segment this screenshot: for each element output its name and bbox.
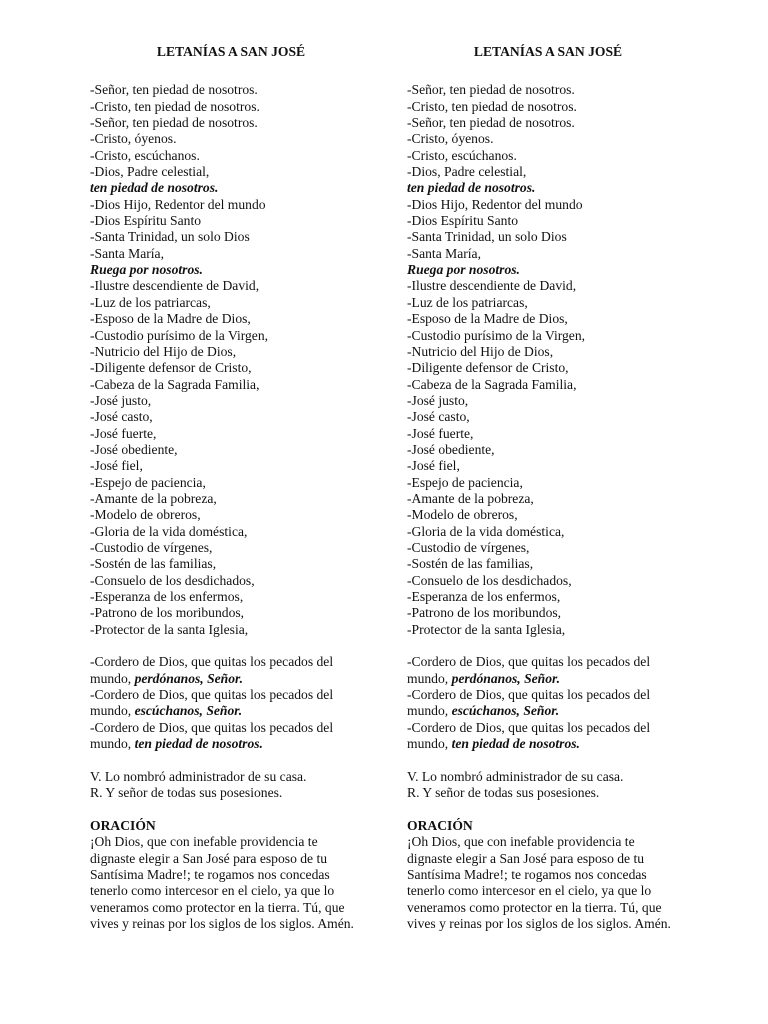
litany-invocation: -Diligente defensor de Cristo,	[407, 360, 569, 376]
page-title: LETANÍAS A SAN JOSÉ	[156, 44, 306, 59]
litany-invocation: -Consuelo de los desdichados,	[407, 572, 572, 588]
litany-invocation: -José casto,	[90, 409, 153, 425]
agnus-dei-line: -Cordero de Dios, que quitas los pecados del	[407, 719, 651, 735]
litany-invocation: -José fiel,	[90, 458, 143, 474]
spacer	[90, 638, 372, 654]
agnus-dei-prefix: mundo,	[407, 736, 452, 752]
litany-response: ten piedad de nosotros.	[90, 180, 219, 196]
spacer	[407, 638, 689, 654]
litany-invocation: -Sostén de las familias,	[407, 556, 534, 572]
prayer-line: vives y reinas por los siglos de los siglos. Amén.	[90, 915, 354, 931]
litany-response: Ruega por nosotros.	[90, 262, 203, 278]
agnus-dei-prefix: mundo,	[90, 736, 135, 752]
litany-invocation: -Nutricio del Hijo de Dios,	[407, 343, 554, 359]
litany-invocation: -Amante de la pobreza,	[90, 490, 217, 506]
litany-invocation: -Modelo de obreros,	[90, 507, 201, 523]
litany-invocation: -Dios Hijo, Redentor del mundo	[407, 196, 583, 212]
litany-invocation: -Custodio de vírgenes,	[90, 539, 213, 555]
litany-invocation: -Luz de los patriarcas,	[90, 294, 211, 310]
litany-invocation: -Señor, ten piedad de nosotros.	[407, 115, 575, 131]
litany-invocation: -Cristo, óyenos.	[90, 131, 177, 147]
litany-invocation: -Patrono de los moribundos,	[407, 605, 562, 621]
litany-invocation: -Cristo, escúchanos.	[407, 147, 517, 163]
litany-invocation: -Sostén de las familias,	[90, 556, 217, 572]
litany-invocation: -José obediente,	[407, 441, 495, 457]
spacer	[407, 801, 689, 817]
prayer-line: Santísima Madre!; te rogamos nos concedas	[90, 866, 330, 882]
litany-invocation: -Santa María,	[90, 245, 164, 261]
agnus-dei-response: perdónanos, Señor.	[134, 670, 243, 686]
agnus-dei-response: ten piedad de nosotros.	[451, 736, 580, 752]
litany-invocation: -Modelo de obreros,	[407, 507, 518, 523]
litany-invocation: -Gloria de la vida doméstica,	[90, 523, 248, 539]
agnus-dei-response: escúchanos, Señor.	[134, 703, 243, 719]
litany-invocation: -Señor, ten piedad de nosotros.	[90, 115, 258, 131]
agnus-dei-line: -Cordero de Dios, que quitas los pecados del	[90, 719, 334, 735]
litany-invocation: -José justo,	[407, 392, 469, 408]
agnus-dei-response-line	[407, 736, 689, 752]
litany-invocation: -Protector de la santa Iglesia,	[90, 621, 249, 637]
litany-invocation: -Diligente defensor de Cristo,	[90, 360, 252, 376]
agnus-dei-line: -Cordero de Dios, que quitas los pecados del	[407, 687, 651, 703]
litany-response: Ruega por nosotros.	[407, 262, 520, 278]
prayer-line: veneramos como protector en la tierra. Tú, que	[407, 899, 662, 915]
litany-invocation: -José casto,	[407, 409, 470, 425]
litany-invocation: -Santa María,	[407, 245, 481, 261]
litany-invocation: -Dios Espíritu Santo	[90, 213, 202, 229]
prayer-heading: ORACIÓN	[407, 817, 473, 833]
litany-invocation: -Amante de la pobreza,	[407, 490, 534, 506]
agnus-dei-response: ten piedad de nosotros.	[134, 736, 263, 752]
litany-invocation: -José fuerte,	[407, 425, 474, 441]
versicle: V. Lo nombró administrador de su casa.	[407, 768, 624, 784]
litany-invocation: -Cristo, escúchanos.	[90, 147, 200, 163]
response: R. Y señor de todas sus posesiones.	[407, 785, 600, 801]
litany-invocation: -José obediente,	[90, 441, 178, 457]
spacer	[90, 752, 372, 768]
litany-invocation: -Ilustre descendiente de David,	[90, 278, 260, 294]
agnus-dei-prefix: mundo,	[90, 703, 135, 719]
litany-invocation: -Dios, Padre celestial,	[407, 164, 527, 180]
litany-invocation: -Esperanza de los enfermos,	[407, 589, 561, 604]
litany-invocation: -Luz de los patriarcas,	[407, 294, 528, 310]
right-column	[407, 44, 689, 932]
litany-invocation: -Ilustre descendiente de David,	[407, 278, 577, 294]
litany-invocation: -Cabeza de la Sagrada Familia,	[90, 376, 260, 392]
litany-invocation: -Espejo de paciencia,	[407, 474, 523, 490]
prayer-line: tenerlo como intercesor en el cielo, ya que lo	[407, 883, 652, 899]
agnus-dei-response-line	[407, 703, 689, 719]
prayer-line: ¡Oh Dios, que con inefable providencia te	[90, 834, 318, 850]
litany-invocation: -Señor, ten piedad de nosotros.	[90, 82, 258, 98]
agnus-dei-prefix: mundo,	[407, 670, 452, 686]
litany-invocation: -Cristo, ten piedad de nosotros.	[407, 98, 577, 114]
page-title: LETANÍAS A SAN JOSÉ	[473, 44, 623, 59]
agnus-dei-response-line	[90, 671, 372, 687]
agnus-dei-prefix: mundo,	[90, 670, 135, 686]
agnus-dei-line: -Cordero de Dios, que quitas los pecados del	[407, 654, 651, 670]
litany-invocation: -Esperanza de los enfermos,	[90, 589, 244, 604]
litany-invocation: -José fiel,	[407, 458, 460, 474]
prayer-line: vives y reinas por los siglos de los siglos. Amén.	[407, 915, 671, 931]
agnus-dei-response: perdónanos, Señor.	[451, 670, 560, 686]
prayer-line: tenerlo como intercesor en el cielo, ya que lo	[90, 883, 335, 899]
litany-invocation: -Esposo de la Madre de Dios,	[407, 311, 568, 327]
prayer-line: veneramos como protector en la tierra. Tú, que	[90, 899, 345, 915]
litany-invocation: -José justo,	[90, 392, 152, 408]
prayer-heading: ORACIÓN	[90, 817, 156, 833]
litany-invocation: -Gloria de la vida doméstica,	[407, 523, 565, 539]
agnus-dei-response: escúchanos, Señor.	[451, 703, 560, 719]
litany-invocation: -Espejo de paciencia,	[90, 474, 206, 490]
litany-invocation: -Santa Trinidad, un solo Dios	[407, 229, 567, 245]
response: R. Y señor de todas sus posesiones.	[90, 785, 283, 801]
spacer	[407, 752, 689, 768]
litany-invocation: -José fuerte,	[90, 425, 157, 441]
litany-invocation: -Dios Espíritu Santo	[407, 213, 519, 229]
litany-invocation: -Protector de la santa Iglesia,	[407, 621, 566, 637]
litany-invocation: -Esposo de la Madre de Dios,	[90, 311, 251, 327]
litany-invocation: -Custodio de vírgenes,	[407, 539, 530, 555]
agnus-dei-response-line	[90, 703, 372, 719]
prayer-line: ¡Oh Dios, que con inefable providencia te	[407, 834, 635, 850]
agnus-dei-response-line	[90, 736, 372, 752]
agnus-dei-line: -Cordero de Dios, que quitas los pecados del	[90, 654, 334, 670]
litany-invocation: -Cabeza de la Sagrada Familia,	[407, 376, 577, 392]
litany-invocation: -Cristo, óyenos.	[407, 131, 494, 147]
prayer-line: dignaste elegir a San José para esposo de tu	[407, 850, 645, 866]
litany-invocation: -Custodio purísimo de la Virgen,	[90, 327, 269, 343]
litany-invocation: -Señor, ten piedad de nosotros.	[407, 82, 575, 98]
litany-invocation: -Dios, Padre celestial,	[90, 164, 210, 180]
prayer-line: dignaste elegir a San José para esposo de tu	[90, 850, 328, 866]
prayer-line: Santísima Madre!; te rogamos nos concedas	[407, 866, 647, 882]
spacer	[90, 801, 372, 817]
litany-invocation: -Custodio purísimo de la Virgen,	[407, 327, 586, 343]
agnus-dei-response-line	[407, 671, 689, 687]
litany-invocation: -Santa Trinidad, un solo Dios	[90, 229, 250, 245]
agnus-dei-prefix: mundo,	[407, 703, 452, 719]
versicle: V. Lo nombró administrador de su casa.	[90, 768, 307, 784]
agnus-dei-line: -Cordero de Dios, que quitas los pecados del	[90, 687, 334, 703]
litany-invocation: -Nutricio del Hijo de Dios,	[90, 343, 237, 359]
litany-response: ten piedad de nosotros.	[407, 180, 536, 196]
left-column	[90, 44, 372, 932]
litany-invocation: -Consuelo de los desdichados,	[90, 572, 255, 588]
litany-invocation: -Patrono de los moribundos,	[90, 605, 245, 621]
litany-invocation: -Cristo, ten piedad de nosotros.	[90, 98, 260, 114]
litany-invocation: -Dios Hijo, Redentor del mundo	[90, 196, 266, 212]
